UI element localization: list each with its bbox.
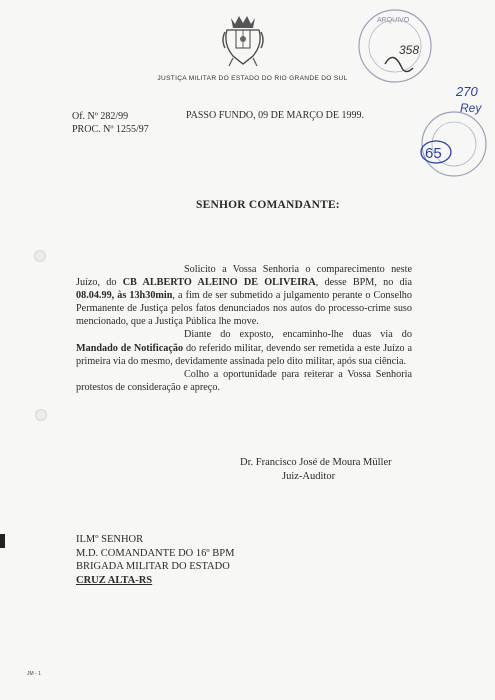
addressee-block: [76, 533, 234, 587]
stamp-top-number: 358: [399, 43, 420, 57]
scan-edge-mark: [0, 534, 5, 548]
state-coat-of-arms-emblem: [219, 10, 267, 68]
letter-body: [76, 263, 412, 394]
institution-header: JUSTIÇA MILITAR DO ESTADO DO RIO GRANDE DO SUL: [157, 75, 348, 82]
stamp-top-text: ARQUIVO: [377, 17, 410, 24]
oficio-number: Of. Nº 282/99: [72, 111, 129, 122]
hearing-datetime: 08.04.99, às 13h30min: [76, 290, 173, 302]
process-number: PROC. Nº 1255/97: [72, 124, 149, 135]
form-code: JM - 1: [27, 671, 41, 677]
document-name: Mandado de Notificação: [76, 342, 184, 354]
punch-hole: [35, 409, 47, 421]
body-paragraph-1: Solicito a Vossa Senhoria o comparecimento neste Juízo, do CB ALBERTO ALEINO DE OLIVEIRA, desse BPM, no dia 08.04.99, às 13h30min, a fim de ser submetido a julgamento perante o Conselho Permanente de Justiça pelos fatos denunciados nos autos do processo-crime suso mencionado, que a Justiça Pública lhe move.: [76, 264, 412, 328]
addressee-line-2: M.D. COMANDANTE DO 16º BPM: [76, 547, 235, 559]
protocol-stamp: [412, 82, 494, 184]
body-paragraph-2: Diante do exposto, encaminho-lhe duas via do Mandado de Notificação do referido militar, devendo ser remetida a este Juízo a primeira via do mesmo, devidamente assinada pelo dito militar, após sua ciência.: [76, 329, 412, 367]
handwritten-initials: Rey: [460, 101, 482, 115]
signatory-title: Juiz-Auditor: [282, 471, 336, 482]
archive-receipt-stamp: [355, 6, 435, 86]
addressee-line-3: BRIGADA MILITAR DO ESTADO: [76, 561, 230, 572]
addressee-city: CRUZ ALTA-RS: [76, 574, 153, 586]
signature-block: [240, 456, 392, 484]
addressee-line-1: ILMº SENHOR: [76, 534, 144, 545]
defendant-name: CB ALBERTO ALEINO DE OLIVEIRA: [122, 277, 316, 289]
place-and-date: PASSO FUNDO, 09 DE MARÇO DE 1999.: [186, 110, 364, 121]
salutation: SENHOR COMANDANTE:: [196, 199, 340, 211]
document-reference: [72, 110, 149, 136]
handwritten-number: 270: [456, 84, 478, 99]
punch-hole: [34, 250, 46, 262]
body-paragraph-3: Colho a oportunidade para reiterar a Vossa Senhoria protestos de consideração e apreço.: [76, 368, 412, 393]
signatory-name: Dr. Francisco José de Moura Müller: [240, 457, 392, 468]
handwritten-page-number: 65: [425, 145, 442, 162]
